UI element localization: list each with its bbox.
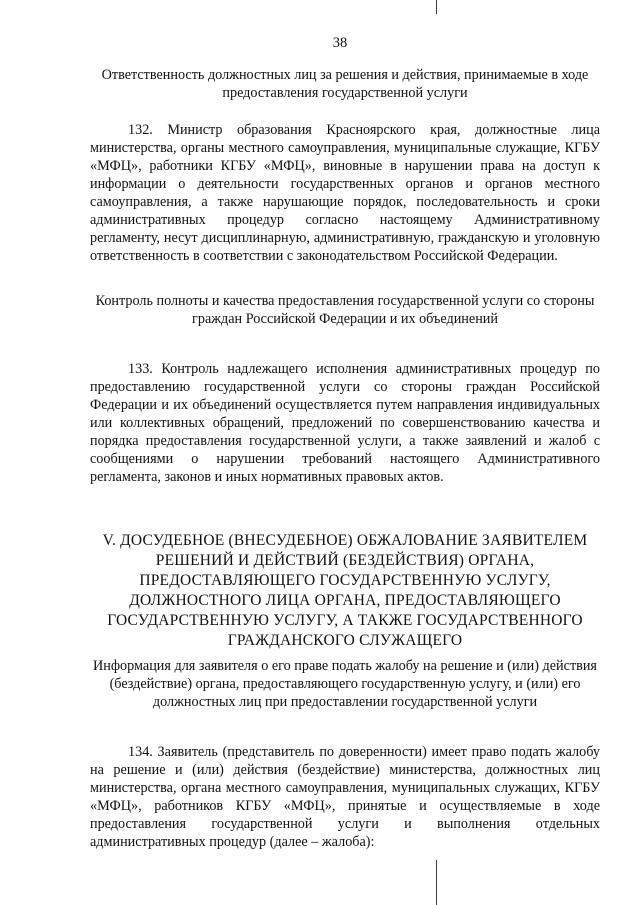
paragraph-134: 134. Заявитель (представитель по доверенности) имеет право подать жалобу на решение и (или) действия (бездействие) министерства, должностных лиц министерства, органа местного самоуправления, муниципальных служащих, КГБУ «МФЦ», работников КГБУ «МФЦ», принятые и осуществляемые в ходе предоставления государственной услуги и выполнения отдельных административных процедур (далее – жалоба):	[90, 744, 600, 850]
heading-responsibility: Ответственность должностных лиц за решения и действия, принимаемые в ходе предоставления государственной услуги	[101, 67, 589, 101]
page-number: 38	[332, 35, 348, 51]
scan-artifact-line	[436, 860, 437, 905]
paragraph-132: 132. Министр образования Красноярского края, должностные лица министерства, органы местного самоуправления, муниципальные служащие, КГБУ «МФЦ», работники КГБУ «МФЦ», виновные в нарушении права на доступ к информации о деятельности государственных органов и органов местного самоуправления, а также нарушающие порядок, последовательность и сроки административных процедур согласно настоящему Административному регламенту, несут дисциплинарную, административную, гражданскую и уголовную ответственность в соответствии с законодательством Российской Федерации.	[90, 122, 600, 264]
section-v-title: V. ДОСУДЕБНОЕ (ВНЕСУДЕБНОЕ) ОБЖАЛОВАНИЕ ЗАЯВИТЕЛЕМ РЕШЕНИЙ И ДЕЙСТВИЙ (БЕЗДЕЙСТВИЯ) ОРГАНА, ПРЕДОСТАВЛЯЮЩЕГО ГОСУДАРСТВЕННУЮ УСЛУГУ, ДОЛЖНОСТНОГО ЛИЦА ОРГАНА, ПРЕДОСТАВЛЯЮЩЕГО ГОСУДАРСТВЕННУЮ УСЛУГУ, А ТАКЖЕ ГОСУДАРСТВЕННОГО ГРАЖДАНСКОГО СЛУЖАЩЕГО	[102, 532, 588, 649]
paragraph-133: 133. Контроль надлежащего исполнения административных процедур по предоставлению государственной услуги со стороны граждан Российской Федерации и их объединений осуществляется путем направления индивидуальных или коллективных обращений, предложений по совершенствованию качества и порядка предоставления государственной услуги, а также заявлений и жалоб с сообщениями о нарушении требований настоящего Административного регламента, законов и иных нормативных правовых актов.	[90, 361, 600, 485]
scan-artifact-line	[436, 0, 437, 14]
heading-info: Информация для заявителя о его праве подать жалобу на решение и (или) действия (бездействие) органа, предоставляющего государственную услугу, и (или) его должностных лиц при предоставлении государственной услуги	[93, 658, 597, 710]
heading-control: Контроль полноты и качества предоставления государственной услуги со стороны граждан Российской Федерации и их объединений	[95, 293, 595, 327]
